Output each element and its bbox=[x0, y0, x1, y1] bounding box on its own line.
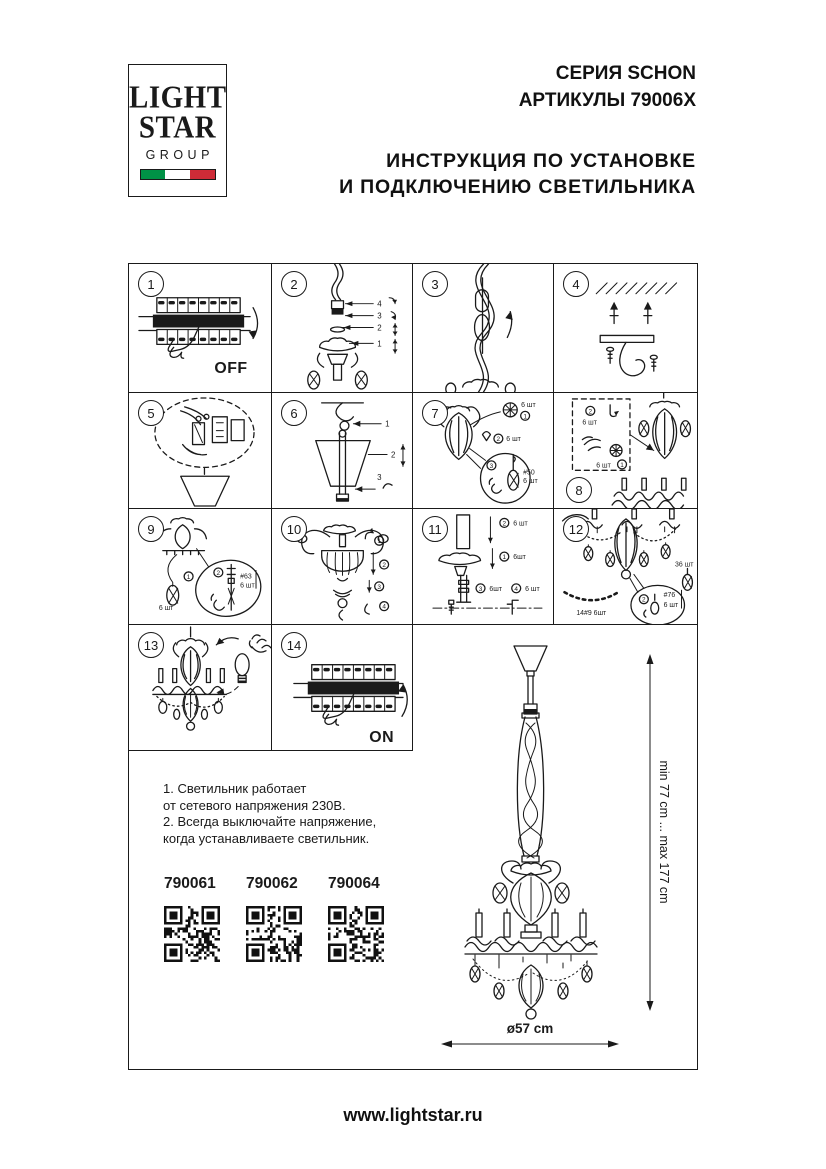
pendants-qty-label: 36 шт bbox=[675, 561, 694, 569]
step-2-number: 2 bbox=[281, 271, 307, 297]
qr-code bbox=[246, 906, 302, 962]
step-2-cell bbox=[272, 264, 413, 393]
qty-label: 6 шт bbox=[158, 605, 174, 613]
rotate-arrow-icon bbox=[216, 638, 238, 645]
qty-label: 6 шт bbox=[525, 585, 540, 593]
step-14-number: 14 bbox=[281, 632, 307, 658]
italy-flag-icon bbox=[140, 169, 216, 180]
callout-2-badge: 2 bbox=[216, 569, 221, 577]
hand-icon bbox=[249, 635, 270, 652]
callout-1: 1 bbox=[385, 419, 390, 429]
callout-1-badge: 1 bbox=[377, 538, 381, 546]
step-4-number: 4 bbox=[563, 271, 589, 297]
article-number: 790061 bbox=[164, 875, 216, 892]
step-12-number: 12 bbox=[563, 516, 589, 542]
article-number: 790064 bbox=[328, 875, 380, 892]
step-7-number: 7 bbox=[422, 400, 448, 426]
step-10-number: 10 bbox=[281, 516, 307, 542]
step-13-cell bbox=[129, 625, 272, 751]
callout-1-badge: 1 bbox=[186, 573, 191, 581]
callout-2-badge: 2 bbox=[588, 408, 593, 416]
step-9-number: 9 bbox=[138, 516, 164, 542]
callout-3: 3 bbox=[377, 473, 382, 483]
step-10-cell bbox=[272, 509, 413, 625]
callout-2-badge: 2 bbox=[642, 596, 646, 604]
step-5-number: 5 bbox=[138, 400, 164, 426]
note-line: когда устанавливаете светильник. bbox=[163, 830, 370, 846]
instruction-title-line1: ИНСТРУКЦИЯ ПО УСТАНОВКЕ bbox=[386, 150, 696, 172]
switch-up-arrow-icon bbox=[398, 685, 407, 717]
qty-label: 6 шт bbox=[663, 602, 679, 610]
step-9-cell bbox=[129, 509, 272, 625]
website-url: www.lightstar.ru bbox=[343, 1105, 483, 1125]
rosette-icon bbox=[503, 403, 517, 417]
size-label: #63 bbox=[240, 573, 252, 581]
candle-bulb-icon bbox=[235, 654, 249, 683]
step-1-number: 1 bbox=[138, 271, 164, 297]
step-13-number: 13 bbox=[138, 632, 164, 658]
note-line: 2. Всегда выключайте напряжение, bbox=[163, 814, 377, 829]
note-line: от сетевого напряжения 230В. bbox=[163, 797, 346, 813]
off-label: OFF bbox=[214, 360, 248, 378]
flag-white-segment bbox=[165, 170, 190, 179]
height-dimension-label: min 77 cm ... max 177 cm bbox=[657, 760, 671, 904]
article-number: 790062 bbox=[246, 875, 298, 892]
step-12-cell bbox=[554, 509, 697, 625]
callout-4: 4 bbox=[377, 299, 382, 309]
callout-2-badge: 2 bbox=[496, 436, 501, 444]
qr-code bbox=[164, 906, 220, 962]
chain-qty-label: 14#9 6шт bbox=[576, 610, 607, 618]
articles-title: АРТИКУЛЫ 79006X bbox=[518, 90, 696, 111]
callout-2: 2 bbox=[391, 450, 396, 460]
callout-1-badge: 1 bbox=[523, 413, 527, 421]
callout-3-badge: 3 bbox=[377, 583, 381, 591]
instruction-title-block bbox=[339, 148, 696, 200]
callout-1-badge: 1 bbox=[620, 461, 624, 469]
flag-green-segment bbox=[141, 170, 166, 179]
switch-down-arrow-icon bbox=[249, 308, 258, 339]
safety-notes bbox=[163, 781, 376, 847]
note-line: 1. Светильник работает bbox=[163, 781, 307, 796]
qty-label: 6 шт bbox=[596, 462, 611, 470]
step-11-number: 11 bbox=[422, 516, 448, 542]
callout-2-badge: 2 bbox=[502, 520, 507, 528]
qty-label: 6 шт bbox=[582, 419, 597, 427]
height-dimension bbox=[647, 654, 672, 1011]
step-3-number: 3 bbox=[422, 271, 448, 297]
step-1-cell bbox=[129, 264, 272, 393]
instruction-title-line2: И ПОДКЛЮЧЕНИЮ СВЕТИЛЬНИКА bbox=[339, 176, 696, 198]
step-11-cell bbox=[413, 509, 554, 625]
qty-label: 6шт bbox=[489, 585, 503, 593]
step-6-cell bbox=[272, 393, 413, 509]
step-8-number: 8 bbox=[566, 477, 592, 503]
callout-1-badge: 1 bbox=[502, 554, 507, 562]
logo-word-light: LIGHT bbox=[129, 80, 227, 116]
diameter-dimension bbox=[441, 1021, 619, 1048]
qty-label: 6шт bbox=[513, 554, 526, 562]
step-3-cell bbox=[413, 264, 554, 393]
step-4-cell bbox=[554, 264, 697, 393]
qty-label: 6 шт bbox=[513, 520, 528, 528]
qty-label: 6 шт bbox=[506, 436, 521, 444]
callout-3-badge: 3 bbox=[489, 462, 494, 470]
qty-label: 6 шт bbox=[523, 478, 538, 486]
step-7-cell bbox=[413, 393, 554, 509]
chandelier-dimensions-cell bbox=[413, 625, 697, 1069]
qr-code bbox=[328, 906, 384, 962]
up-arrow-icon bbox=[505, 312, 512, 338]
step-8-cell bbox=[554, 393, 697, 509]
chandelier-dimension-drawing bbox=[413, 625, 697, 1069]
callout-4-badge: 4 bbox=[514, 585, 519, 593]
lightstar-logo bbox=[128, 64, 227, 197]
callout-2: 2 bbox=[377, 323, 382, 333]
qty-label: 6 шт bbox=[521, 401, 536, 409]
step-14-cell bbox=[272, 625, 413, 751]
logo-word-star: STAR bbox=[138, 110, 217, 146]
flag-red-segment bbox=[190, 170, 215, 179]
logo-word-group: GROUP bbox=[145, 148, 214, 162]
callout-3: 3 bbox=[377, 311, 382, 321]
diameter-dimension-label: ø57 cm bbox=[506, 1021, 554, 1036]
callout-3-badge: 3 bbox=[478, 585, 483, 593]
step-6-number: 6 bbox=[281, 400, 307, 426]
on-label: ON bbox=[369, 729, 395, 747]
callout-4-badge: 4 bbox=[382, 603, 386, 611]
series-title-block bbox=[519, 62, 696, 112]
callout-2-badge: 2 bbox=[382, 561, 386, 569]
qty-label: 6 шт bbox=[240, 582, 255, 590]
series-title: СЕРИЯ SCHON bbox=[555, 63, 696, 84]
step-5-cell bbox=[129, 393, 272, 509]
size-label: #50 bbox=[523, 469, 535, 477]
callout-1: 1 bbox=[377, 339, 382, 349]
size-label: #76 bbox=[663, 592, 676, 600]
